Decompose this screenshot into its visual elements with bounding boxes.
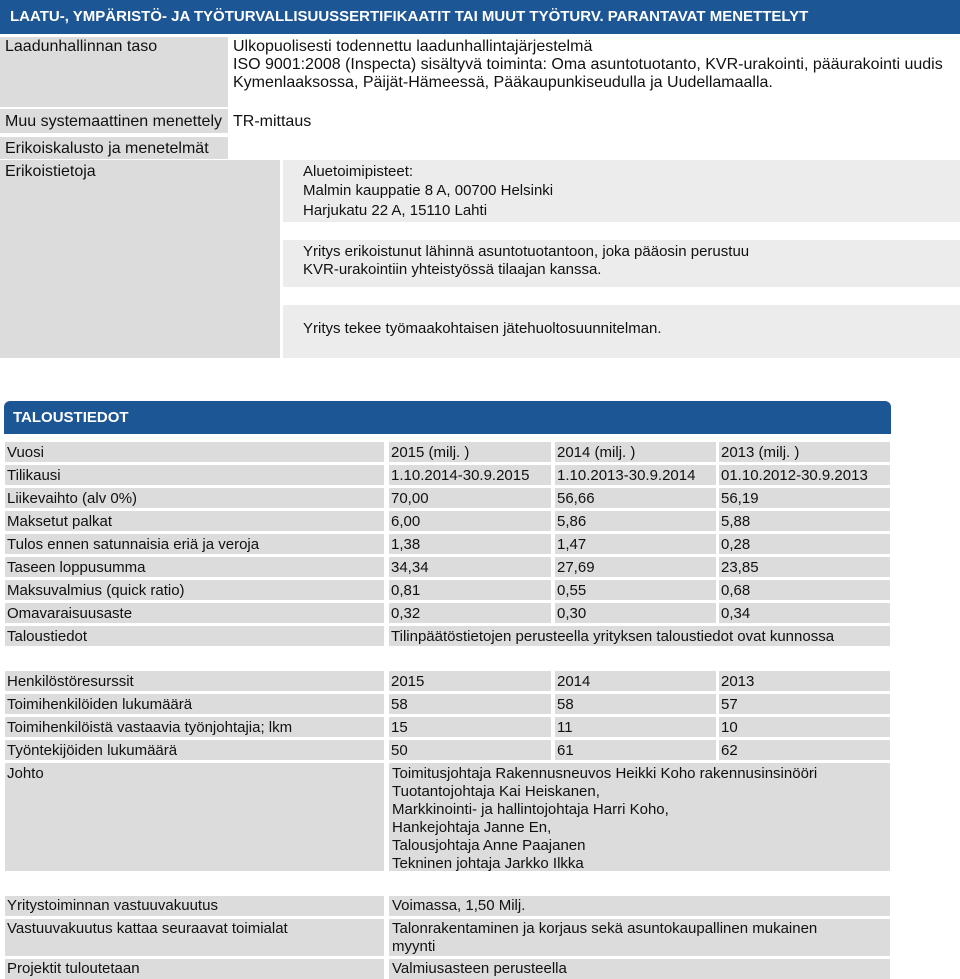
finance-row-value: 5,86 [555,511,716,531]
management-line: Talousjohtaja Anne Paajanen [392,837,586,854]
staff-row-value: 61 [555,740,716,760]
finance-row-label: Omavaraisuusaste [5,603,384,623]
insurance-value: Voimassa, 1,50 Milj. [389,896,890,916]
finance-row-value: 70,00 [389,488,551,508]
management-list [389,763,890,871]
insurance-label: Yritystoiminnan vastuuvakuutus [5,896,384,916]
staff-row-value: 10 [719,717,890,737]
finance-row-value: 5,88 [719,511,890,531]
staff-row-value: 57 [719,694,890,714]
special-heading: Erikoiskalusto ja menetelmät [5,140,209,157]
finance-note-label: Taloustiedot [5,626,384,646]
special-line-6: Yritys tekee työmaakohtaisen jätehuoltosuunnitelman. [303,320,662,337]
staff-row-value: 62 [719,740,890,760]
finance-period-2015: 1.10.2014-30.9.2015 [389,465,551,485]
staff-row-value: 50 [389,740,551,760]
finance-row-label: Tulos ennen satunnaisia eriä ja veroja [5,534,384,554]
staff-col-2013: 2013 [719,671,890,691]
staff-col-2014: 2014 [555,671,716,691]
quality-line-3: Kymenlaaksossa, Päijät-Hämeessä, Pääkaupunkiseudulla ja Uudellamaalla. [233,74,773,91]
finance-note-value: Tilinpäätöstietojen perusteella yrityksen taloustiedot ovat kunnossa [389,626,890,646]
finance-header: TALOUSTIEDOT [4,401,891,434]
finance-col-2015: 2015 (milj. ) [389,442,551,462]
finance-row-value: 0,68 [719,580,890,600]
special-line-1: Aluetoimipisteet: [303,163,414,180]
special-line-2: Malmin kauppatie 8 A, 00700 Helsinki [303,182,554,199]
special-line-band-2 [283,287,960,305]
other-method-value: TR-mittaus [233,113,312,130]
special-line-4: Yritys erikoistunut lähinnä asuntotuotantoon, joka pääosin perustuu [303,243,750,260]
staff-col-2015: 2015 [389,671,551,691]
finance-row-value: 0,30 [555,603,716,623]
finance-row-value: 1,47 [555,534,716,554]
projects-label: Projektit tuloutetaan [5,959,384,979]
other-method-label: Muu systemaattinen menettely [5,113,222,130]
special-line-3: Harjukatu 22 A, 15110 Lahti [303,202,488,219]
coverage-label: Vastuuvakuutus kattaa seuraavat toimialat [5,919,384,956]
staff-row-label: Toimihenkilöiden lukumäärä [5,694,384,714]
projects-value: Valmiusasteen perusteella [389,959,890,979]
finance-row-value: 34,34 [389,557,551,577]
finance-col-year: Vuosi [5,442,384,462]
finance-col-2014: 2014 (milj. ) [555,442,716,462]
finance-row-value: 0,28 [719,534,890,554]
finance-period-2013: 01.10.2012-30.9.2013 [719,465,890,485]
finance-row-value: 1,38 [389,534,551,554]
staff-col-label: Henkilöstöresurssit [5,671,384,691]
quality-label: Laadunhallinnan taso [5,38,158,55]
finance-col-2013: 2013 (milj. ) [719,442,890,462]
management-line: Hankejohtaja Janne En, [392,819,552,836]
finance-row-value: 6,00 [389,511,551,531]
quality-line-1: Ulkopuolisesti todennettu laadunhallintajärjestelmä [233,38,593,55]
finance-period-2014: 1.10.2013-30.9.2014 [555,465,716,485]
finance-row-value: 23,85 [719,557,890,577]
finance-row-value: 0,55 [555,580,716,600]
management-line: Markkinointi- ja hallintojohtaja Harri Koho, [392,801,669,818]
finance-row-value: 0,34 [719,603,890,623]
management-line: Tuotantojohtaja Kai Heiskanen, [392,783,600,800]
management-line: Toimitusjohtaja Rakennusneuvos Heikki Koho rakennusinsinööri [392,765,818,782]
staff-row-value: 15 [389,717,551,737]
finance-row-label: Maksuvalmius (quick ratio) [5,580,384,600]
staff-row-value: 58 [389,694,551,714]
coverage-value: Talonrakentaminen ja korjaus sekä asuntokaupallinen mukainen myynti [389,919,890,956]
finance-row-label: Taseen loppusumma [5,557,384,577]
staff-row-label: Toimihenkilöistä vastaavia työnjohtajia; lkm [5,717,384,737]
special-line-band-1 [283,222,960,240]
finance-row-value: 0,32 [389,603,551,623]
special-label: Erikoistietoja [5,163,96,180]
staff-row-value: 11 [555,717,716,737]
section-header: LAATU-, YMPÄRISTÖ- JA TYÖTURVALLISUUSSERTIFIKAATIT TAI MUUT TYÖTURV. PARANTAVAT MENETTELYT [0,0,960,34]
finance-row-value: 27,69 [555,557,716,577]
management-label: Johto [5,763,384,871]
finance-period-label: Tilikausi [5,465,384,485]
special-line-5: KVR-urakointiin yhteistyössä tilaajan kanssa. [303,261,602,278]
quality-line-2: ISO 9001:2008 (Inspecta) sisältyvä toiminta: Oma asuntotuotanto, KVR-urakointi, pääurakointi uudis [233,56,943,73]
finance-row-value: 0,81 [389,580,551,600]
finance-row-label: Maksetut palkat [5,511,384,531]
special-label-cell [0,160,280,358]
management-line: Tekninen johtaja Jarkko Ilkka [392,855,584,872]
finance-row-label: Liikevaihto (alv 0%) [5,488,384,508]
staff-row-value: 58 [555,694,716,714]
finance-row-value: 56,66 [555,488,716,508]
staff-row-label: Työntekijöiden lukumäärä [5,740,384,760]
finance-row-value: 56,19 [719,488,890,508]
